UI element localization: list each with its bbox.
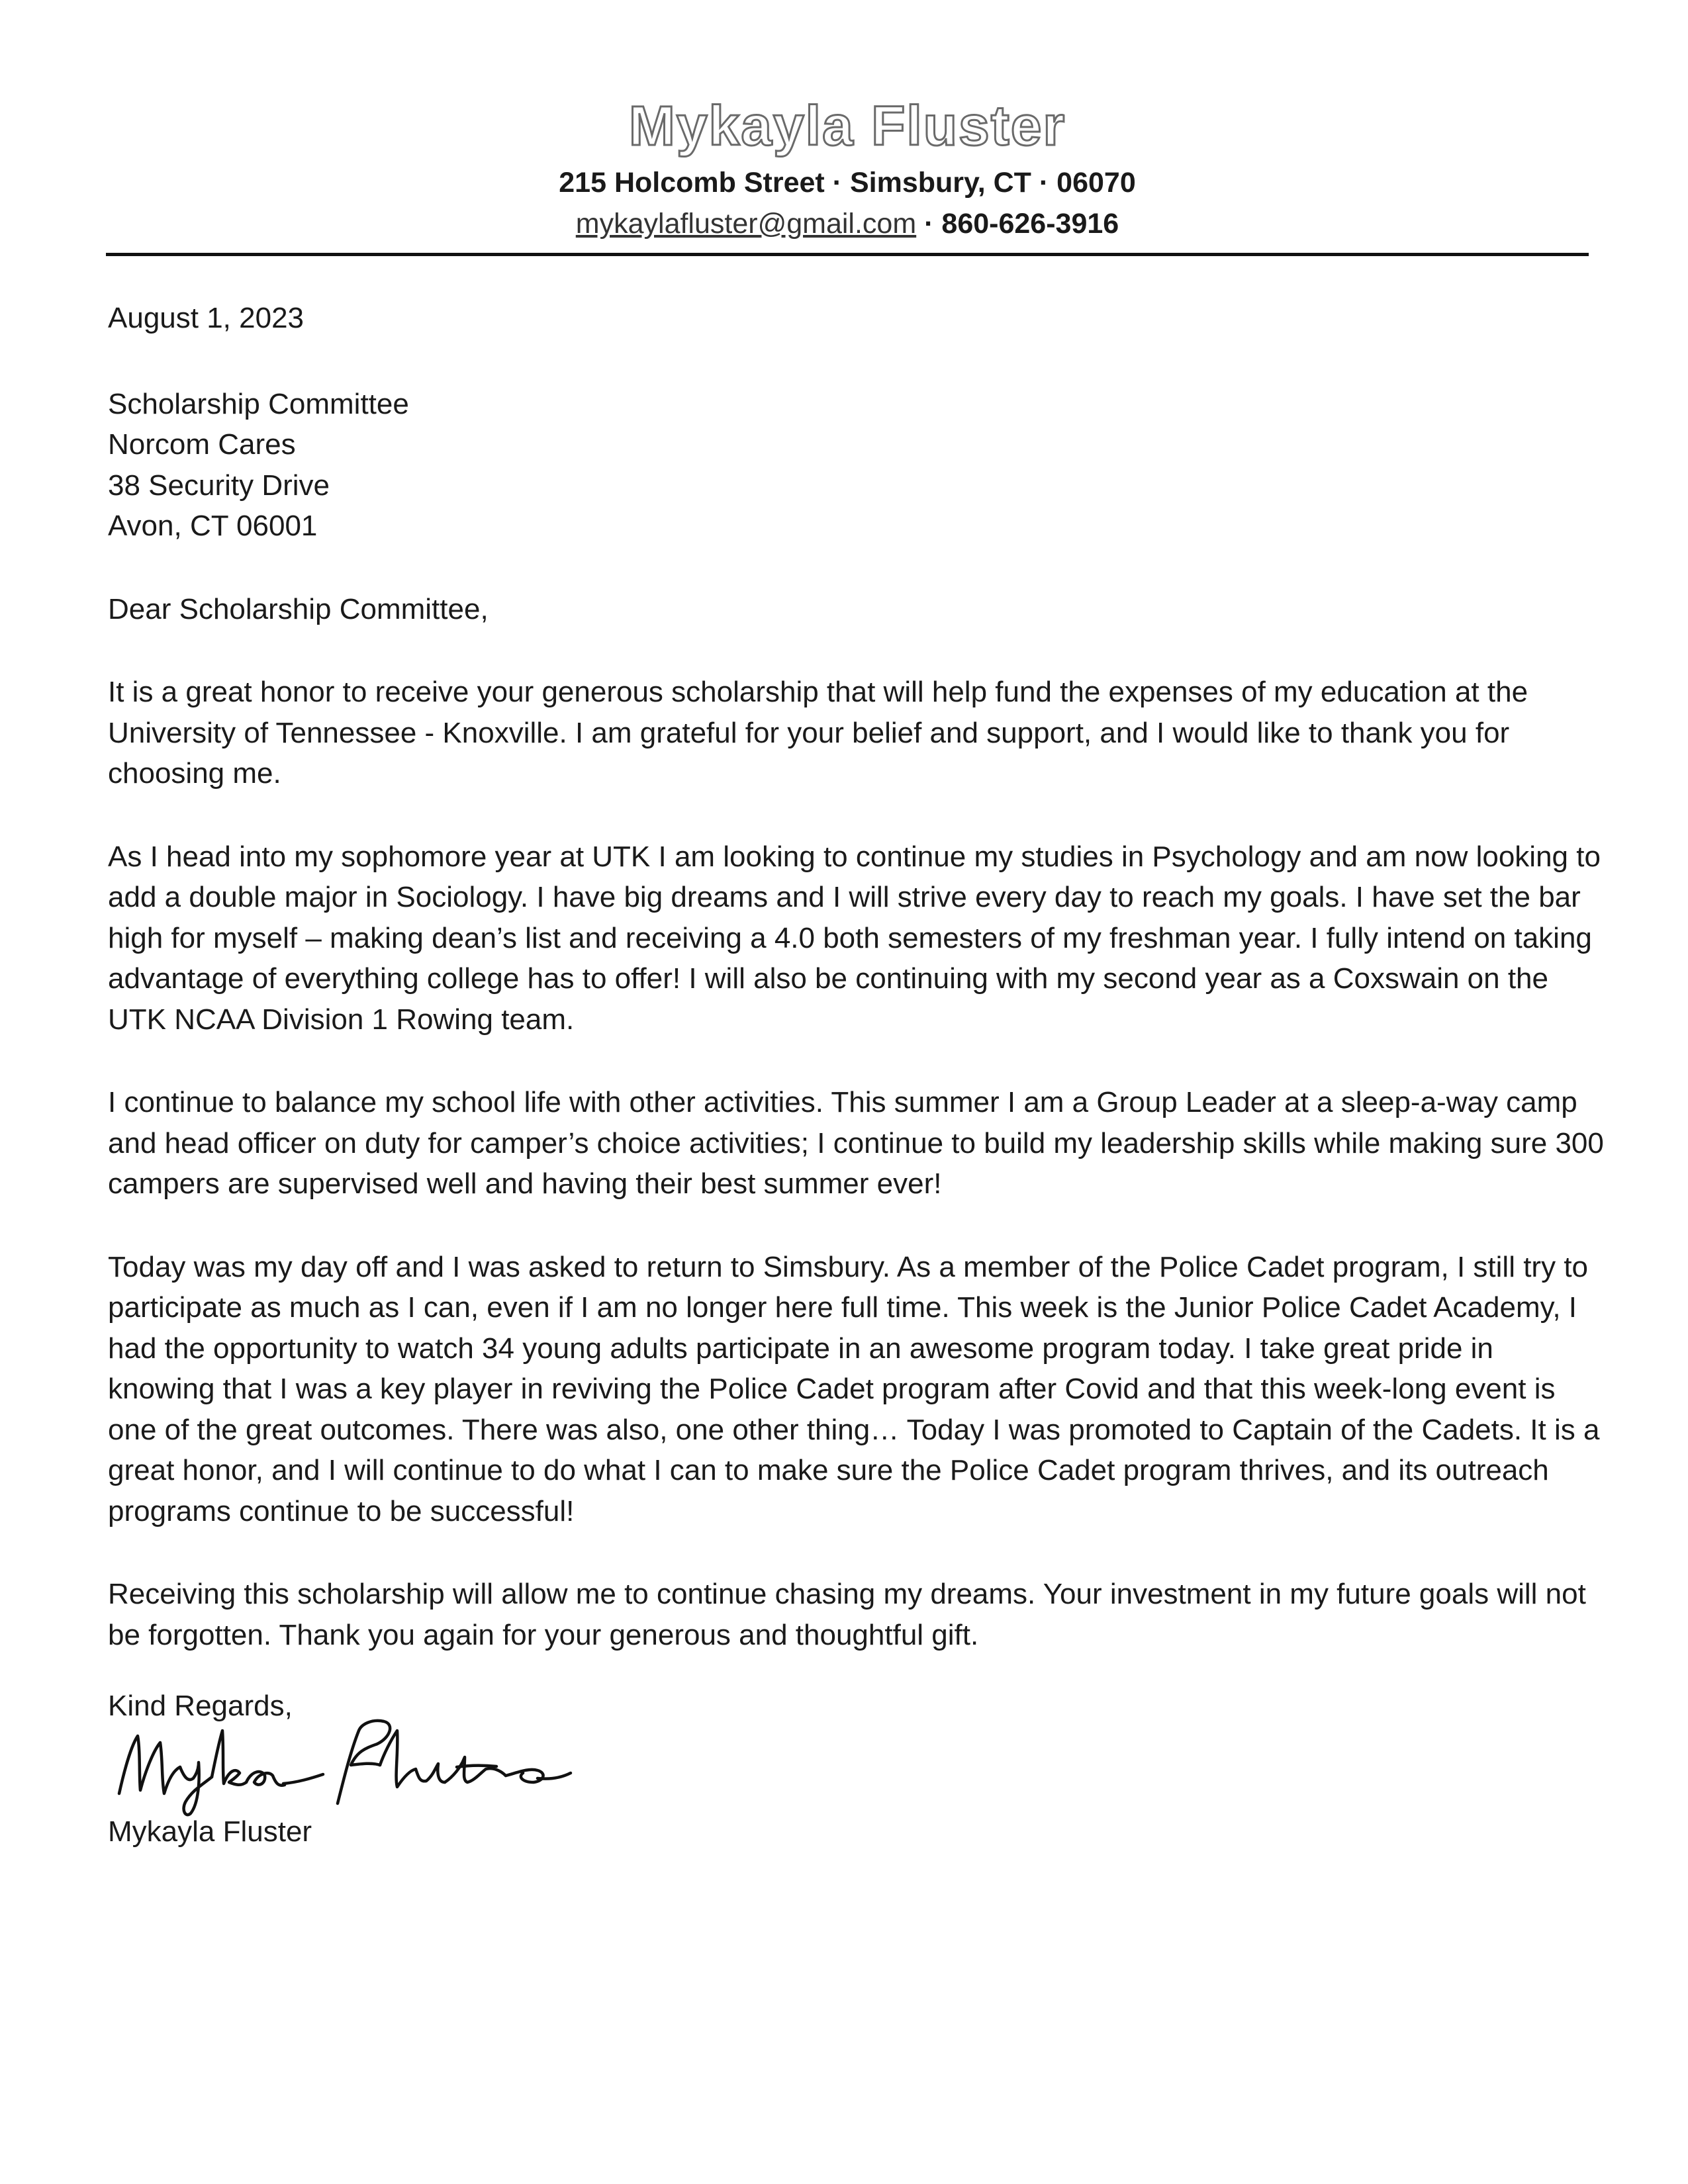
handwritten-signature xyxy=(99,1704,576,1817)
sender-city: Simsbury, CT xyxy=(849,167,1031,199)
sender-address-line xyxy=(106,162,1589,203)
signer-name: Mykayla Fluster xyxy=(108,1815,312,1848)
sender-street: 215 Holcomb Street xyxy=(559,167,825,199)
separator: · xyxy=(1039,167,1049,199)
letterhead xyxy=(106,89,1589,244)
body-paragraph-1: It is a great honor to receive your generous scholarship that will help fund the expenses of my education at the University of Tennessee - Knoxville. I am grateful for your belief and support, and I would like to thank you for choosing me. xyxy=(108,676,1528,790)
body-paragraph-4: Today was my day off and I was asked to return to Simsbury. As a member of the Police Cadet program, I still try to participate as much as I can, even if I am no longer here full time. This week is the Junior Police Cadet Academy, I had the opportunity to watch 34 young adults participate in an awesome program today. I take great pride in knowing that I was a key player in reviving the Police Cadet program after Covid and that this week-long event is one of the great outcomes. There was also, one other thing… Today I was promoted to Captain of the Cadets. It is a great honor, and I will continue to do what I can to make sure the Police Cadet program thrives, and its outreach programs continue to be successful! xyxy=(108,1250,1600,1527)
sender-phone: 860-626-3916 xyxy=(941,208,1119,240)
recipient-line: Norcom Cares xyxy=(108,428,296,461)
letterhead-divider xyxy=(106,253,1589,256)
salutation: Dear Scholarship Committee, xyxy=(108,592,489,625)
sender-zip: 06070 xyxy=(1056,167,1136,199)
recipient-address xyxy=(108,384,1604,547)
body-paragraph-5: Receiving this scholarship will allow me to continue chasing my dreams. Your investment in my future goals will not be forgotten. Thank you again for your generous and thoughtful gift. xyxy=(108,1578,1586,1651)
recipient-line: 38 Security Drive xyxy=(108,469,330,502)
recipient-line: Avon, CT 06001 xyxy=(108,510,318,542)
body-paragraph-3: I continue to balance my school life with other activities. This summer I am a Group Leader at a sleep-a-way camp and head officer on duty for camper’s choice activities; I continue to build my leadership skills while making sure 300 campers are supervised well and having their best summer ever! xyxy=(108,1086,1604,1200)
separator: · xyxy=(832,167,842,199)
sender-email-link[interactable]: mykaylafluster@gmail.com xyxy=(575,208,917,240)
separator: · xyxy=(924,208,934,240)
closing: Kind Regards, xyxy=(108,1690,293,1722)
recipient-line: Scholarship Committee xyxy=(108,387,409,420)
body-paragraph-2: As I head into my sophomore year at UTK I am looking to continue my studies in Psychology and am now looking to add a double major in Sociology. I have big dreams and I will strive every day to reach my goals. I have set the bar high for myself – making dean’s list and receiving a 4.0 both semesters of my freshman year. I fully intend on taking advantage of everything college has to offer! I will also be continuing with my second year as a Coxswain on the UTK NCAA Division 1 Rowing team. xyxy=(108,840,1601,1036)
sender-contact-line xyxy=(106,203,1589,244)
sender-name: Mykayla Fluster xyxy=(628,95,1066,157)
letter-body xyxy=(108,298,1604,1655)
letter-date: August 1, 2023 xyxy=(108,302,305,334)
